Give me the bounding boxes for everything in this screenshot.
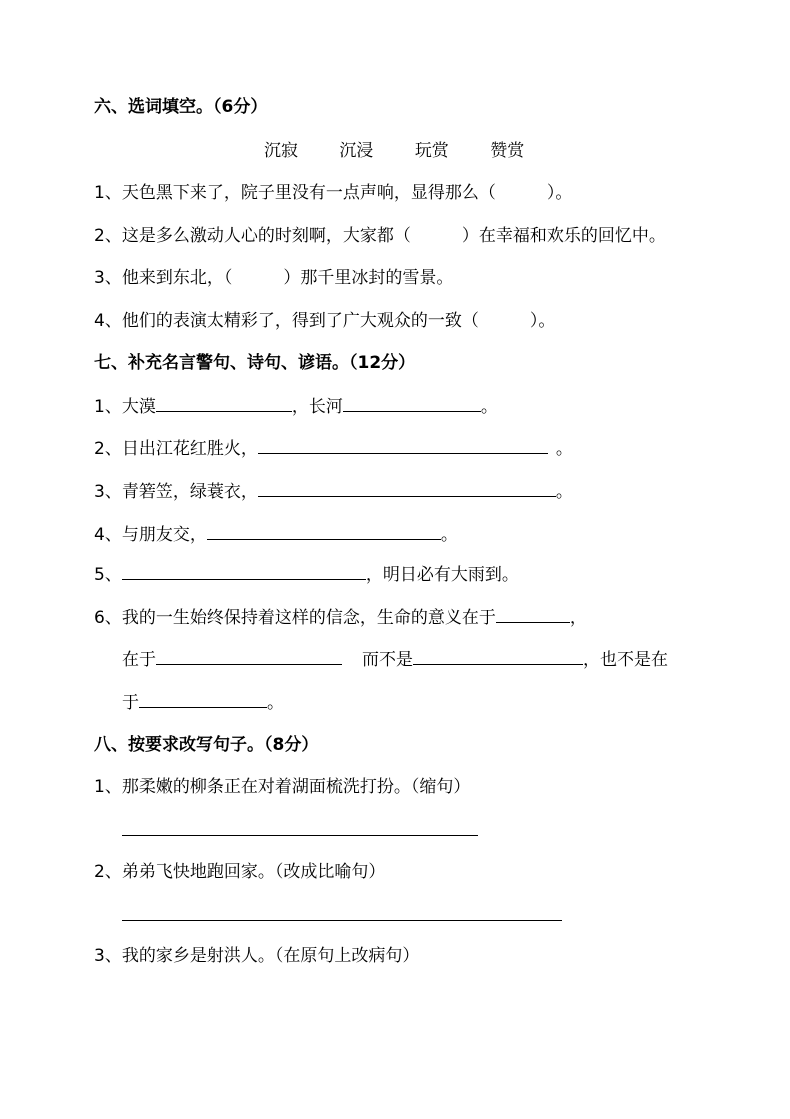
word-option: 玩赏 bbox=[414, 141, 449, 161]
answer-blank[interactable] bbox=[122, 564, 366, 580]
section-6-title: 六、选词填空。（6分） bbox=[94, 97, 268, 117]
question-7-1 bbox=[94, 396, 498, 418]
word-bank bbox=[264, 140, 560, 162]
question-text: 4、与朋友交， bbox=[94, 525, 207, 545]
question-text: 。 bbox=[480, 397, 498, 417]
question-7-6-line-3 bbox=[122, 692, 284, 714]
question-text: 而不是 bbox=[362, 650, 413, 670]
answer-blank[interactable] bbox=[156, 649, 342, 665]
answer-blank[interactable] bbox=[496, 607, 570, 623]
question-text: ， bbox=[569, 608, 587, 628]
word-option: 沉寂 bbox=[264, 141, 298, 161]
answer-blank[interactable] bbox=[258, 481, 556, 497]
question-8-2: 2、弟弟飞快地跑回家。（改成比喻句） bbox=[94, 862, 386, 882]
question-text: 在于 bbox=[122, 650, 156, 670]
answer-blank[interactable] bbox=[139, 692, 267, 708]
question-text: 。 bbox=[555, 482, 573, 502]
word-option: 沉浸 bbox=[339, 141, 374, 161]
question-7-5 bbox=[94, 564, 519, 586]
answer-line[interactable] bbox=[122, 835, 478, 836]
answer-blank[interactable] bbox=[258, 438, 548, 454]
question-text: 1、大漠 bbox=[94, 397, 156, 417]
question-8-3: 3、我的家乡是射洪人。（在原句上改病句） bbox=[94, 946, 420, 966]
answer-blank[interactable] bbox=[156, 396, 292, 412]
question-text: 3、青箬笠，绿蓑衣， bbox=[94, 482, 258, 502]
answer-blank[interactable] bbox=[207, 524, 441, 540]
question-8-1: 1、那柔嫩的柳条正在对着湖面梳洗打扮。（缩句） bbox=[94, 777, 471, 797]
question-text: 。 bbox=[440, 525, 458, 545]
question-text: 。 bbox=[555, 439, 573, 459]
question-6-2: 2、这是多么激动人心的时刻啊，大家都（ ）在幸福和欢乐的回忆中。 bbox=[94, 226, 666, 246]
question-7-3 bbox=[94, 481, 573, 503]
answer-blank[interactable] bbox=[413, 649, 583, 665]
answer-blank[interactable] bbox=[343, 396, 481, 412]
section-8-title: 八、按要求改写句子。（8分） bbox=[94, 735, 319, 755]
question-text: ，长河 bbox=[291, 397, 343, 417]
question-text: 6、我的一生始终保持着这样的信念，生命的意义在于 bbox=[94, 608, 496, 628]
question-text: 。 bbox=[267, 693, 284, 713]
answer-line[interactable] bbox=[122, 920, 562, 921]
question-text: ，明日必有大雨到。 bbox=[365, 565, 519, 585]
question-6-3: 3、他来到东北，（ ）那千里冰封的雪景。 bbox=[94, 268, 454, 288]
question-7-4 bbox=[94, 524, 458, 546]
question-6-1: 1、天色黑下来了，院子里没有一点声响，显得那么（ ）。 bbox=[94, 183, 573, 203]
section-7-title: 七、补充名言警句、诗句、谚语。（12分） bbox=[94, 353, 416, 373]
question-7-6-line-1 bbox=[94, 607, 587, 629]
word-option: 赞赏 bbox=[490, 141, 525, 161]
question-7-6-line-2 bbox=[122, 649, 668, 671]
question-6-4: 4、他们的表演太精彩了，得到了广大观众的一致（ ）。 bbox=[94, 311, 556, 331]
question-text: 于 bbox=[122, 693, 139, 713]
question-text: 2、日出江花红胜火， bbox=[94, 439, 258, 459]
question-text: 5、 bbox=[94, 565, 122, 585]
question-text: ，也不是在 bbox=[583, 650, 668, 670]
question-7-2 bbox=[94, 438, 573, 460]
